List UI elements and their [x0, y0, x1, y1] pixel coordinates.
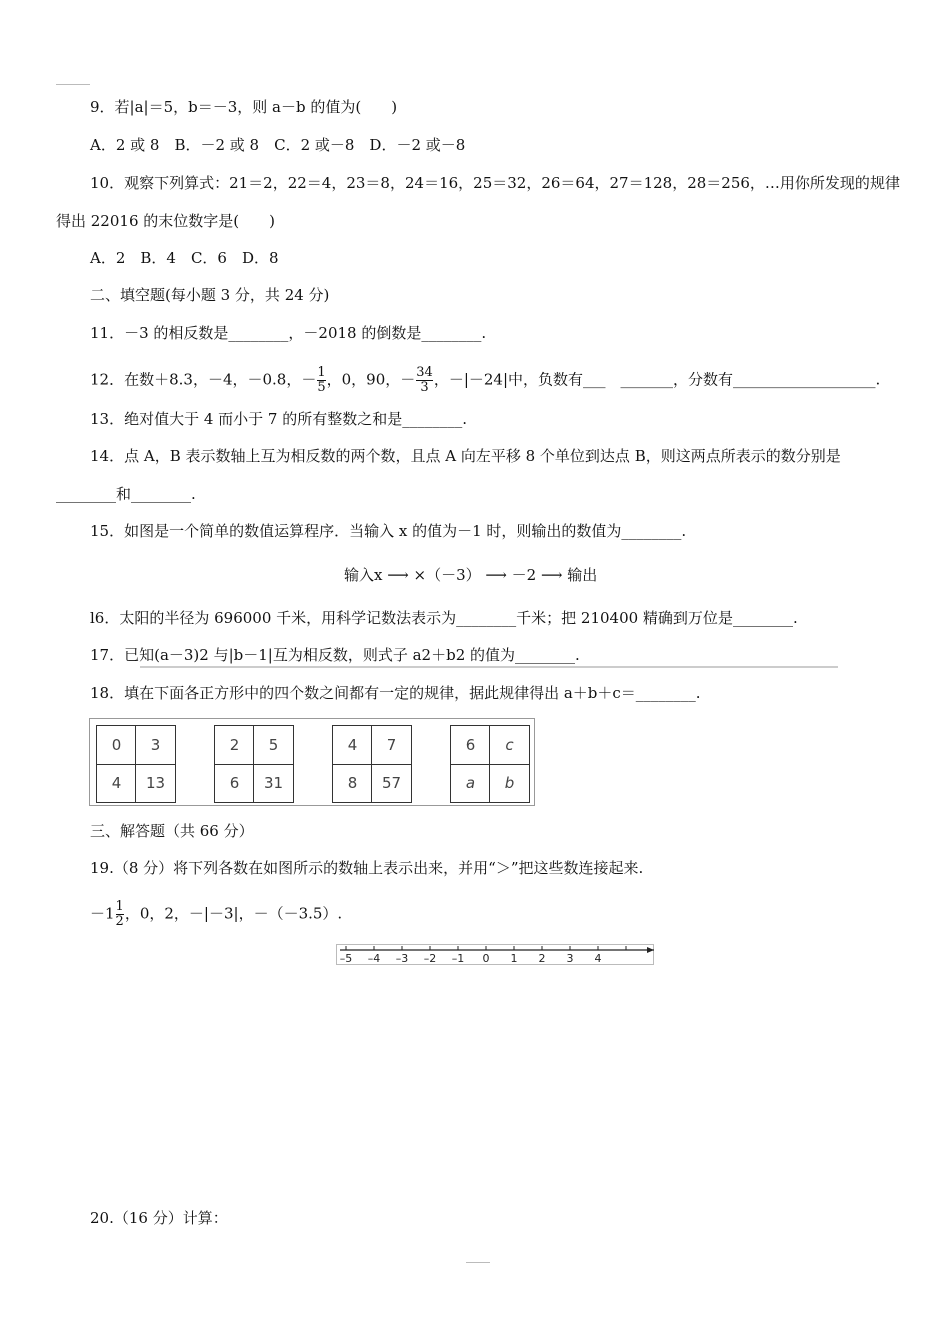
q17-rule [140, 666, 838, 668]
q19-fraction [116, 900, 124, 929]
q19-numerator: 1 [115, 899, 124, 914]
sq4-top-left: 6 [465, 736, 476, 754]
q17: 17．已知(a－3)2 与|b－1|互为相反数，则式子 a2＋b2 的值为________. [90, 646, 580, 664]
q18-figure [89, 718, 535, 806]
q19-numbers [90, 900, 342, 929]
q10-line1: 10．观察下列算式：21＝2，22＝4，23＝8，24＝16，25＝32，26＝64，27＝128，28＝256，…用你所发现的规律 [90, 174, 900, 192]
q18-stem: 18．填在下面各正方形中的四个数之间都有一定的规律，据此规律得出 a＋b＋c＝________. [90, 684, 701, 702]
number-line-tick-label: 1 [510, 952, 518, 965]
sq3-top-left: 4 [347, 736, 358, 754]
number-line-tick-label: –4 [367, 952, 381, 965]
q12-pre: 12．在数＋8.3，－4，－0.8，－ [90, 370, 317, 389]
q15-flowchart: 输入x ⟶ ×（－3） ⟶ －2 ⟶ 输出 [344, 566, 598, 584]
q20: 20.（16 分）计算： [90, 1209, 228, 1227]
q14-line1: 14．点 A，B 表示数轴上互为相反数的两个数，且点 A 向左平移 8 个单位到达点 B，则这两点所表示的数分别是 [90, 447, 841, 465]
number-line-tick-label: –3 [395, 952, 409, 965]
sq2-top-left: 2 [229, 736, 240, 754]
q19-post: ，0，2，－|－3|，－（－3.5）. [124, 904, 343, 923]
q11: 11．－3 的相反数是________，－2018 的倒数是________. [90, 324, 487, 342]
sq3-top-right: 7 [386, 736, 397, 754]
q13: 13．绝对值大于 4 而小于 7 的所有整数之和是________. [90, 410, 468, 428]
q15-stem: 15．如图是一个简单的数值运算程序．当输入 x 的值为－1 时，则输出的数值为________. [90, 522, 687, 540]
number-line-tick-label: 2 [538, 952, 546, 965]
q12-f1-denominator: 5 [317, 380, 326, 395]
sq1-bottom-left: 4 [111, 774, 122, 792]
q10-options: A．2 B．4 C．6 D．8 [90, 249, 279, 267]
top-rule [56, 84, 90, 85]
q19-pre: －1 [90, 904, 115, 923]
number-line-tick-label: –5 [339, 952, 353, 965]
q19-denominator: 2 [115, 914, 124, 929]
section-2-heading: 二、填空题(每小题 3 分，共 24 分) [90, 286, 330, 304]
q18-square-4 [450, 725, 530, 803]
sq2-bottom-right: 31 [263, 774, 284, 792]
q9-stem: 9．若|a|＝5，b＝－3，则 a－b 的值为( ) [90, 98, 398, 116]
q12-mid: ，0，90，－ [326, 370, 416, 389]
sq2-top-right: 5 [268, 736, 279, 754]
sq1-top-right: 3 [150, 736, 161, 754]
q14-line2: ________和________. [56, 485, 196, 503]
sq4-bottom-right: b [504, 774, 515, 792]
section-3-heading: 三、解答题（共 66 分） [90, 822, 254, 840]
q12-f2-numerator: 34 [416, 365, 433, 380]
sq2-bottom-left: 6 [229, 774, 240, 792]
q12-post: ，－|－24|中，负数有___ _______，分数有___________________. [433, 370, 881, 389]
q12-fraction-1 [317, 366, 325, 395]
q10-line2: 得出 22016 的末位数字是( ) [56, 212, 275, 230]
sq3-bottom-right: 57 [381, 774, 402, 792]
number-line-tick-label: 0 [482, 952, 490, 965]
q18-square-2 [214, 725, 294, 803]
q18-square-1 [96, 725, 176, 803]
sq1-bottom-right: 13 [145, 774, 166, 792]
q12 [90, 366, 880, 395]
q19-stem: 19.（8 分）将下列各数在如图所示的数轴上表示出来，并用“＞”把这些数连接起来. [90, 859, 644, 877]
bottom-rule [466, 1262, 490, 1263]
sq4-bottom-left: a [465, 774, 476, 792]
number-line-tick-label: 3 [566, 952, 574, 965]
q9-options: A．2 或 8 B．－2 或 8 C．2 或－8 D．－2 或－8 [90, 136, 466, 154]
number-line-tick-label: –2 [423, 952, 437, 965]
q16: l6．太阳的半径为 696000 千米，用科学记数法表示为________千米；把 210400 精确到万位是________. [90, 609, 798, 627]
q19-number-line [336, 944, 656, 966]
number-line-tick-label: –1 [451, 952, 465, 965]
q12-fraction-2 [416, 366, 433, 395]
q18-square-3 [332, 725, 412, 803]
sq3-bottom-left: 8 [347, 774, 358, 792]
q12-f2-denominator: 3 [416, 380, 433, 395]
sq1-top-left: 0 [111, 736, 122, 754]
sq4-top-right: c [505, 736, 514, 754]
q12-f1-numerator: 1 [317, 365, 326, 380]
number-line-tick-label: 4 [594, 952, 602, 965]
